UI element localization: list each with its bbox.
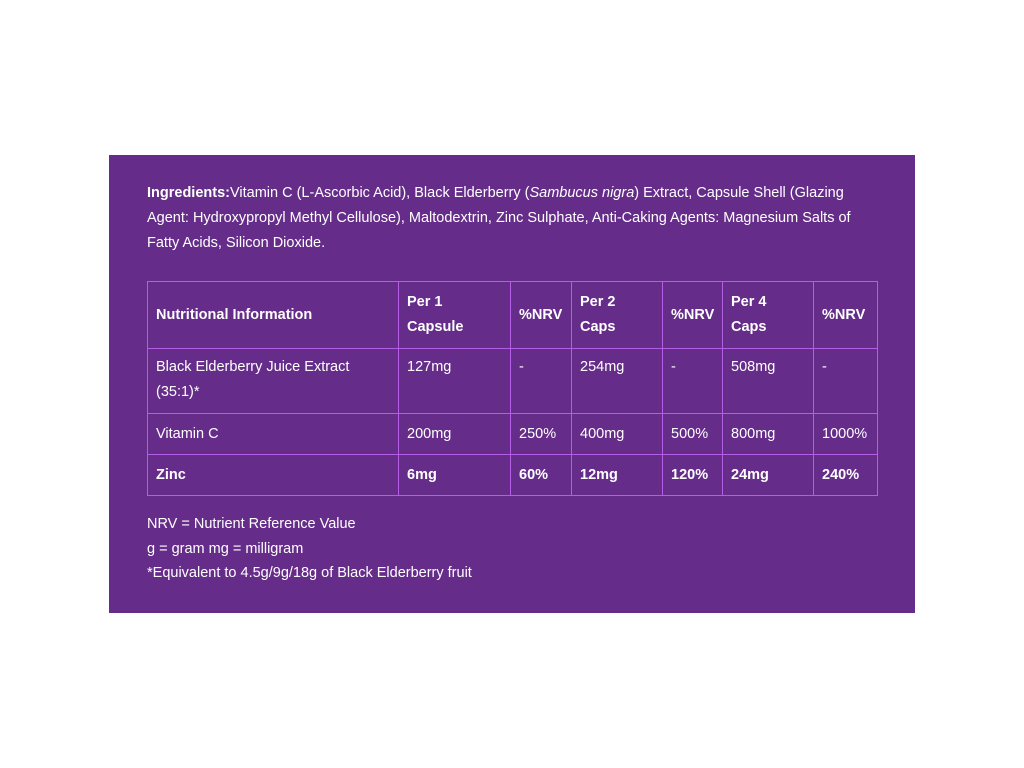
amount-per-1: 6mg xyxy=(399,455,511,496)
nrv-per-4: - xyxy=(814,349,878,414)
nrv-per-1: - xyxy=(511,349,572,414)
nrv-per-2: 120% xyxy=(663,455,723,496)
header-nutritional-information: Nutritional Information xyxy=(148,282,399,349)
nrv-per-1: 60% xyxy=(511,455,572,496)
footnote-nrv: NRV = Nutrient Reference Value xyxy=(147,516,356,532)
footnote-units: g = gram mg = milligram xyxy=(147,540,304,557)
amount-per-4: 508mg xyxy=(723,349,814,414)
table-row xyxy=(148,414,878,455)
header-nrv-1: %NRV xyxy=(511,282,572,349)
header-nrv-2: %NRV xyxy=(663,282,723,349)
amount-per-4: 800mg xyxy=(723,414,814,455)
nutrition-table xyxy=(147,281,878,496)
ingredients-text-start: Vitamin C (L-Ascorbic Acid), Black Elderberry ( xyxy=(229,185,530,201)
product-info-panel xyxy=(109,155,915,613)
nutrient-name: Vitamin C xyxy=(148,414,399,455)
nutrient-name: Zinc xyxy=(148,455,399,496)
nrv-per-2: 500% xyxy=(663,414,723,455)
table-row xyxy=(148,455,878,496)
nrv-per-4: 1000% xyxy=(814,414,878,455)
table-row xyxy=(148,349,878,414)
header-per-2-caps: Per 2 Caps xyxy=(572,282,663,349)
amount-per-1: 127mg xyxy=(399,349,511,414)
header-per-4-caps: Per 4 Caps xyxy=(723,282,814,349)
nrv-per-2: - xyxy=(663,349,723,414)
ingredients-latin-name: Sambucus nigra xyxy=(529,185,635,201)
nutrient-name: Black Elderberry Juice Extract (35:1)* xyxy=(148,349,399,414)
ingredients-label: Ingredients: xyxy=(147,185,230,201)
ingredients-text-end: ) Extract, Capsule Shell (Glazing Agent: Hydroxypropyl Methyl Cellulose), Maltodextrin, Zinc Sulphate, Anti-Caking Agents: Magnesium Salts of Fatty Acids, Silicon Dioxide. xyxy=(147,185,851,251)
nrv-per-4: 240% xyxy=(814,455,878,496)
amount-per-2: 12mg xyxy=(572,455,663,496)
footnotes xyxy=(147,512,877,586)
ingredients-paragraph xyxy=(147,181,882,256)
nrv-per-1: 250% xyxy=(511,414,572,455)
table-header-row xyxy=(148,282,878,349)
amount-per-4: 24mg xyxy=(723,455,814,496)
amount-per-1: 200mg xyxy=(399,414,511,455)
footnote-equivalent: *Equivalent to 4.5g/9g/18g of Black Elderberry fruit xyxy=(147,565,472,581)
amount-per-2: 254mg xyxy=(572,349,663,414)
header-nrv-4: %NRV xyxy=(814,282,878,349)
amount-per-2: 400mg xyxy=(572,414,663,455)
header-per-1-capsule: Per 1 Capsule xyxy=(399,282,511,349)
